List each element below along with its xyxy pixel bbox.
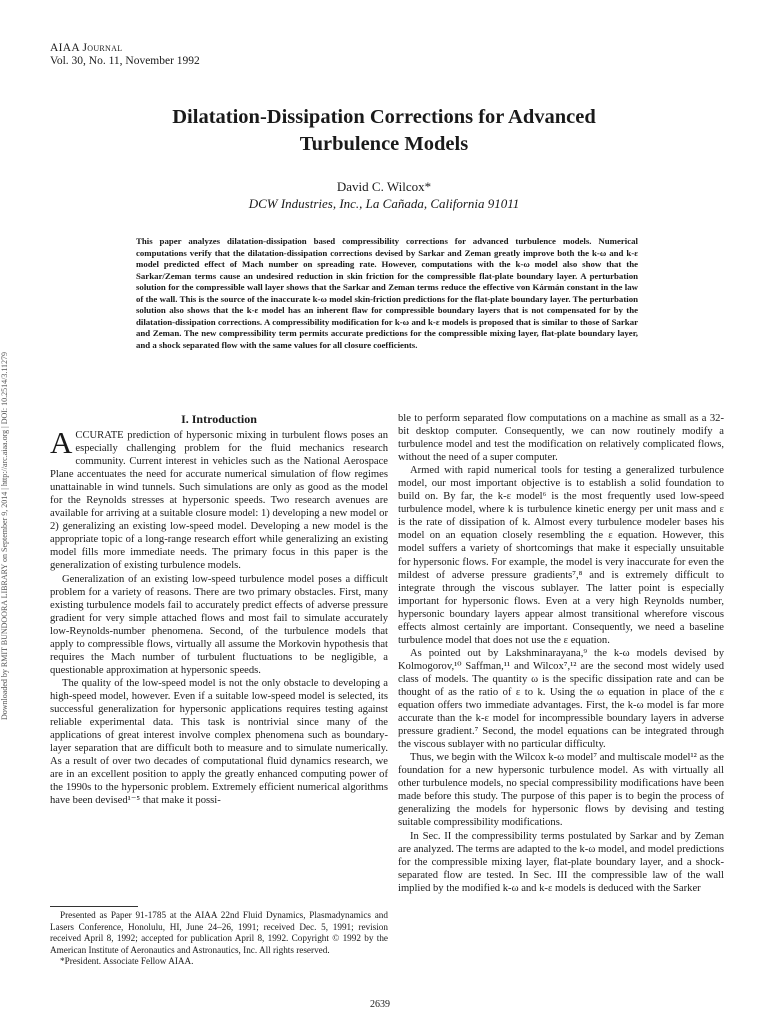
paragraph: The quality of the low-speed model is not the only obstacle to developing a high-speed model, however. Even if a suitable low-speed model is selected, its successful generalization for hypersonic applications requires testing against reliable experimental data. This task is nontrivial since many of the applications of great interest involve complex phenomena such as boundary-layer separation that are difficult both to measure and to simulate numerically. As a result of over two decades of computational fluid dynamics research, we are in an excellent position to apply the greatly enhanced computing power of the 1990s to the hypersonic problem. Extremely efficient numerical algorithms have been devised¹⁻⁵ that make it possi- (50, 677, 388, 807)
journal-header (50, 42, 200, 68)
abstract: This paper analyzes dilatation-dissipation based compressibility corrections for advanced turbulence models. Numerical computations verify that the dilatation-dissipation corrections devised by Sarkar and Zeman greatly improve both the k-ω and k-ε model predicted effect of Mach number on spreading rate. However, computations with the k-ω model also show that the Sarkar/Zeman terms cause an undesired reduction in skin friction for the compressible flat-plate boundary layer. A perturbation solution for the compressible wall layer shows that the Sarkar and Zeman terms reduce the effective von Kármán constant in the law of the wall. This is the source of the inaccurate k-ω model skin-friction predictions for the flat-plate boundary layer. The perturbation solution also shows that the k-ε model has an inherent flaw for compressible boundary layers that is not compensated for by the dilatation-dissipation corrections. A compressibility modification for k-ω and k-ε models is proposed that is similar to those of Sarkar and Zeman. The new compressibility term permits accurate predictions for the compressible mixing layer, flat-plate boundary layer, and a shock separated flow with the same values for all closure coefficients. (136, 236, 638, 350)
paragraph: ble to perform separated flow computations on a machine as small as a 32-bit desktop computer. Consequently, we can now routinely modify a turbulence model and test the modification on relatively complicated flows, without the need of a super computer. (398, 413, 724, 464)
paragraph: Generalization of an existing low-speed turbulence model poses a difficult problem for a variety of reasons. There are two primary obstacles. First, many existing turbulence models fail to accurately predict effects of adverse pressure gradient for very simple attached flows and most fail to simulate accurately low-Reynolds-number phenomena. Second, of the turbulence models that apply to compressible flows, virtually all assume the Morkovin hypothesis that requires the Mach number of turbulent fluctuations to be negligible, a questionable approximation at hypersonic speeds. (50, 573, 388, 676)
title-line-2: Turbulence Models (299, 133, 469, 155)
footnote: *President. Associate Fellow AIAA. (60, 956, 194, 966)
journal-issue: Vol. 30, No. 11, November 1992 (50, 55, 200, 67)
left-column (50, 412, 388, 807)
footnote: Presented as Paper 91-1785 at the AIAA 22nd Fluid Dynamics, Plasmadynamics and Lasers Conference, Honolulu, HI, June 24–26, 1991; received Dec. 5, 1991; revision received April 8, 1992; accepted for publication April 8, 1992. Copyright © 1992 by the American Institute of Aeronautics and Astronautics, Inc. All rights reserved. (50, 910, 388, 955)
paragraph-text: CCURATE prediction of hypersonic mixing in turbulent flows poses an especially challenging problem for the fluid mechanics research community. Current interest in vehicles such as the National Aerospace Plane accentuates the need for accurate numerical simulation of flow regimes unattainable in wind tunnels. Such simulations are only as good as the model for the Reynolds stresses at hypersonic speeds. Two research avenues are available for arriving at a suitable closure model: 1) developing a new model or 2) generalizing an existing low-speed model. Developing a new model is the appropriate topic of a long-range research effort while generalizing an existing model fills more immediate needs. The primary focus in this paper is the generalization of existing turbulence models. (50, 430, 388, 572)
paragraph (50, 425, 388, 573)
footnote-rule (50, 906, 138, 907)
paragraph: In Sec. II the compressibility terms postulated by Sarkar and by Zeman are analyzed. The terms are adapted to the k-ω model, and model predictions for the compressible mixing layer, flat-plate boundary layer, and a shock-separated flow are tested. In Sec. III the compressible law of the wall implied by the modified k-ω and k-ε models is deduced with the Sarker (398, 830, 724, 894)
paragraph: Thus, we begin with the Wilcox k-ω model⁷ and multiscale model¹² as the foundation for a new hypersonic turbulence model. As with virtually all other turbulence models, no special compressibility modifications have been made before this study. The purpose of this paper is to begin the process of generalizing the models for hypersonic flows by devising and testing suitable compressibility modifications. (398, 752, 724, 829)
author-affiliation: DCW Industries, Inc., La Cañada, California 91011 (248, 196, 520, 211)
footnotes (50, 906, 388, 968)
download-watermark: Downloaded by RMIT BUNDOORA LIBRARY on September 9, 2014 | http://arc.aiaa.org | DOI: 10.2514/3.11279 (0, 351, 9, 720)
paragraph: As pointed out by Lakshminarayana,⁹ the k-ω models devised by Kolmogorov,¹⁰ Saffman,¹¹ and Wilcox⁷,¹² are the second most widely used class of models. The quantity ω is the specific dissipation rate and can be thought of as the ratio of ε to k. Using the ω equation in place of the ε equation offers two immediate advantages. First, the k-ω model is far more accurate than the k-ε model for incompressible boundary layers in adverse pressure gradient.⁷ Second, the model equations can be integrated through the viscous sublayer with no particular difficulty. (398, 647, 724, 751)
paper-title (100, 104, 668, 158)
section-heading: I. Introduction (181, 412, 257, 426)
title-line-1: Dilatation-Dissipation Corrections for Advanced (172, 106, 596, 128)
journal-name: AIAA Journal (50, 42, 123, 54)
page-number: 2639 (370, 999, 390, 1010)
author-name: David C. Wilcox* (336, 179, 432, 194)
drop-cap: A (50, 425, 73, 460)
paragraph: Armed with rapid numerical tools for testing a generalized turbulence model, our most important objective is to establish a solid foundation to build on. By far, the k-ε model⁶ is the most frequently used low-speed turbulence model, where k is turbulence kinetic energy per unit mass and ε is the rate of dissipation of k. Almost every turbulence modeler bases his model on an equation closely resembling the ε equation. However, this model suffers a variety of shortcomings that make it especially unsuitable for hypersonic flows. For example, the model is very inaccurate for even the mildest of adverse pressure gradients⁷,⁸ and is extremely difficult to integrate through the viscous sublayer. The latter point is especially important for hypersonic flows. Even at a very high Reynolds number, hypersonic boundary layers appear almost transitional wherefore viscous effects almost certainly are important. Consequently, we need a baseline turbulence model that does not use the ε equation. (398, 465, 724, 646)
right-column (398, 412, 724, 895)
